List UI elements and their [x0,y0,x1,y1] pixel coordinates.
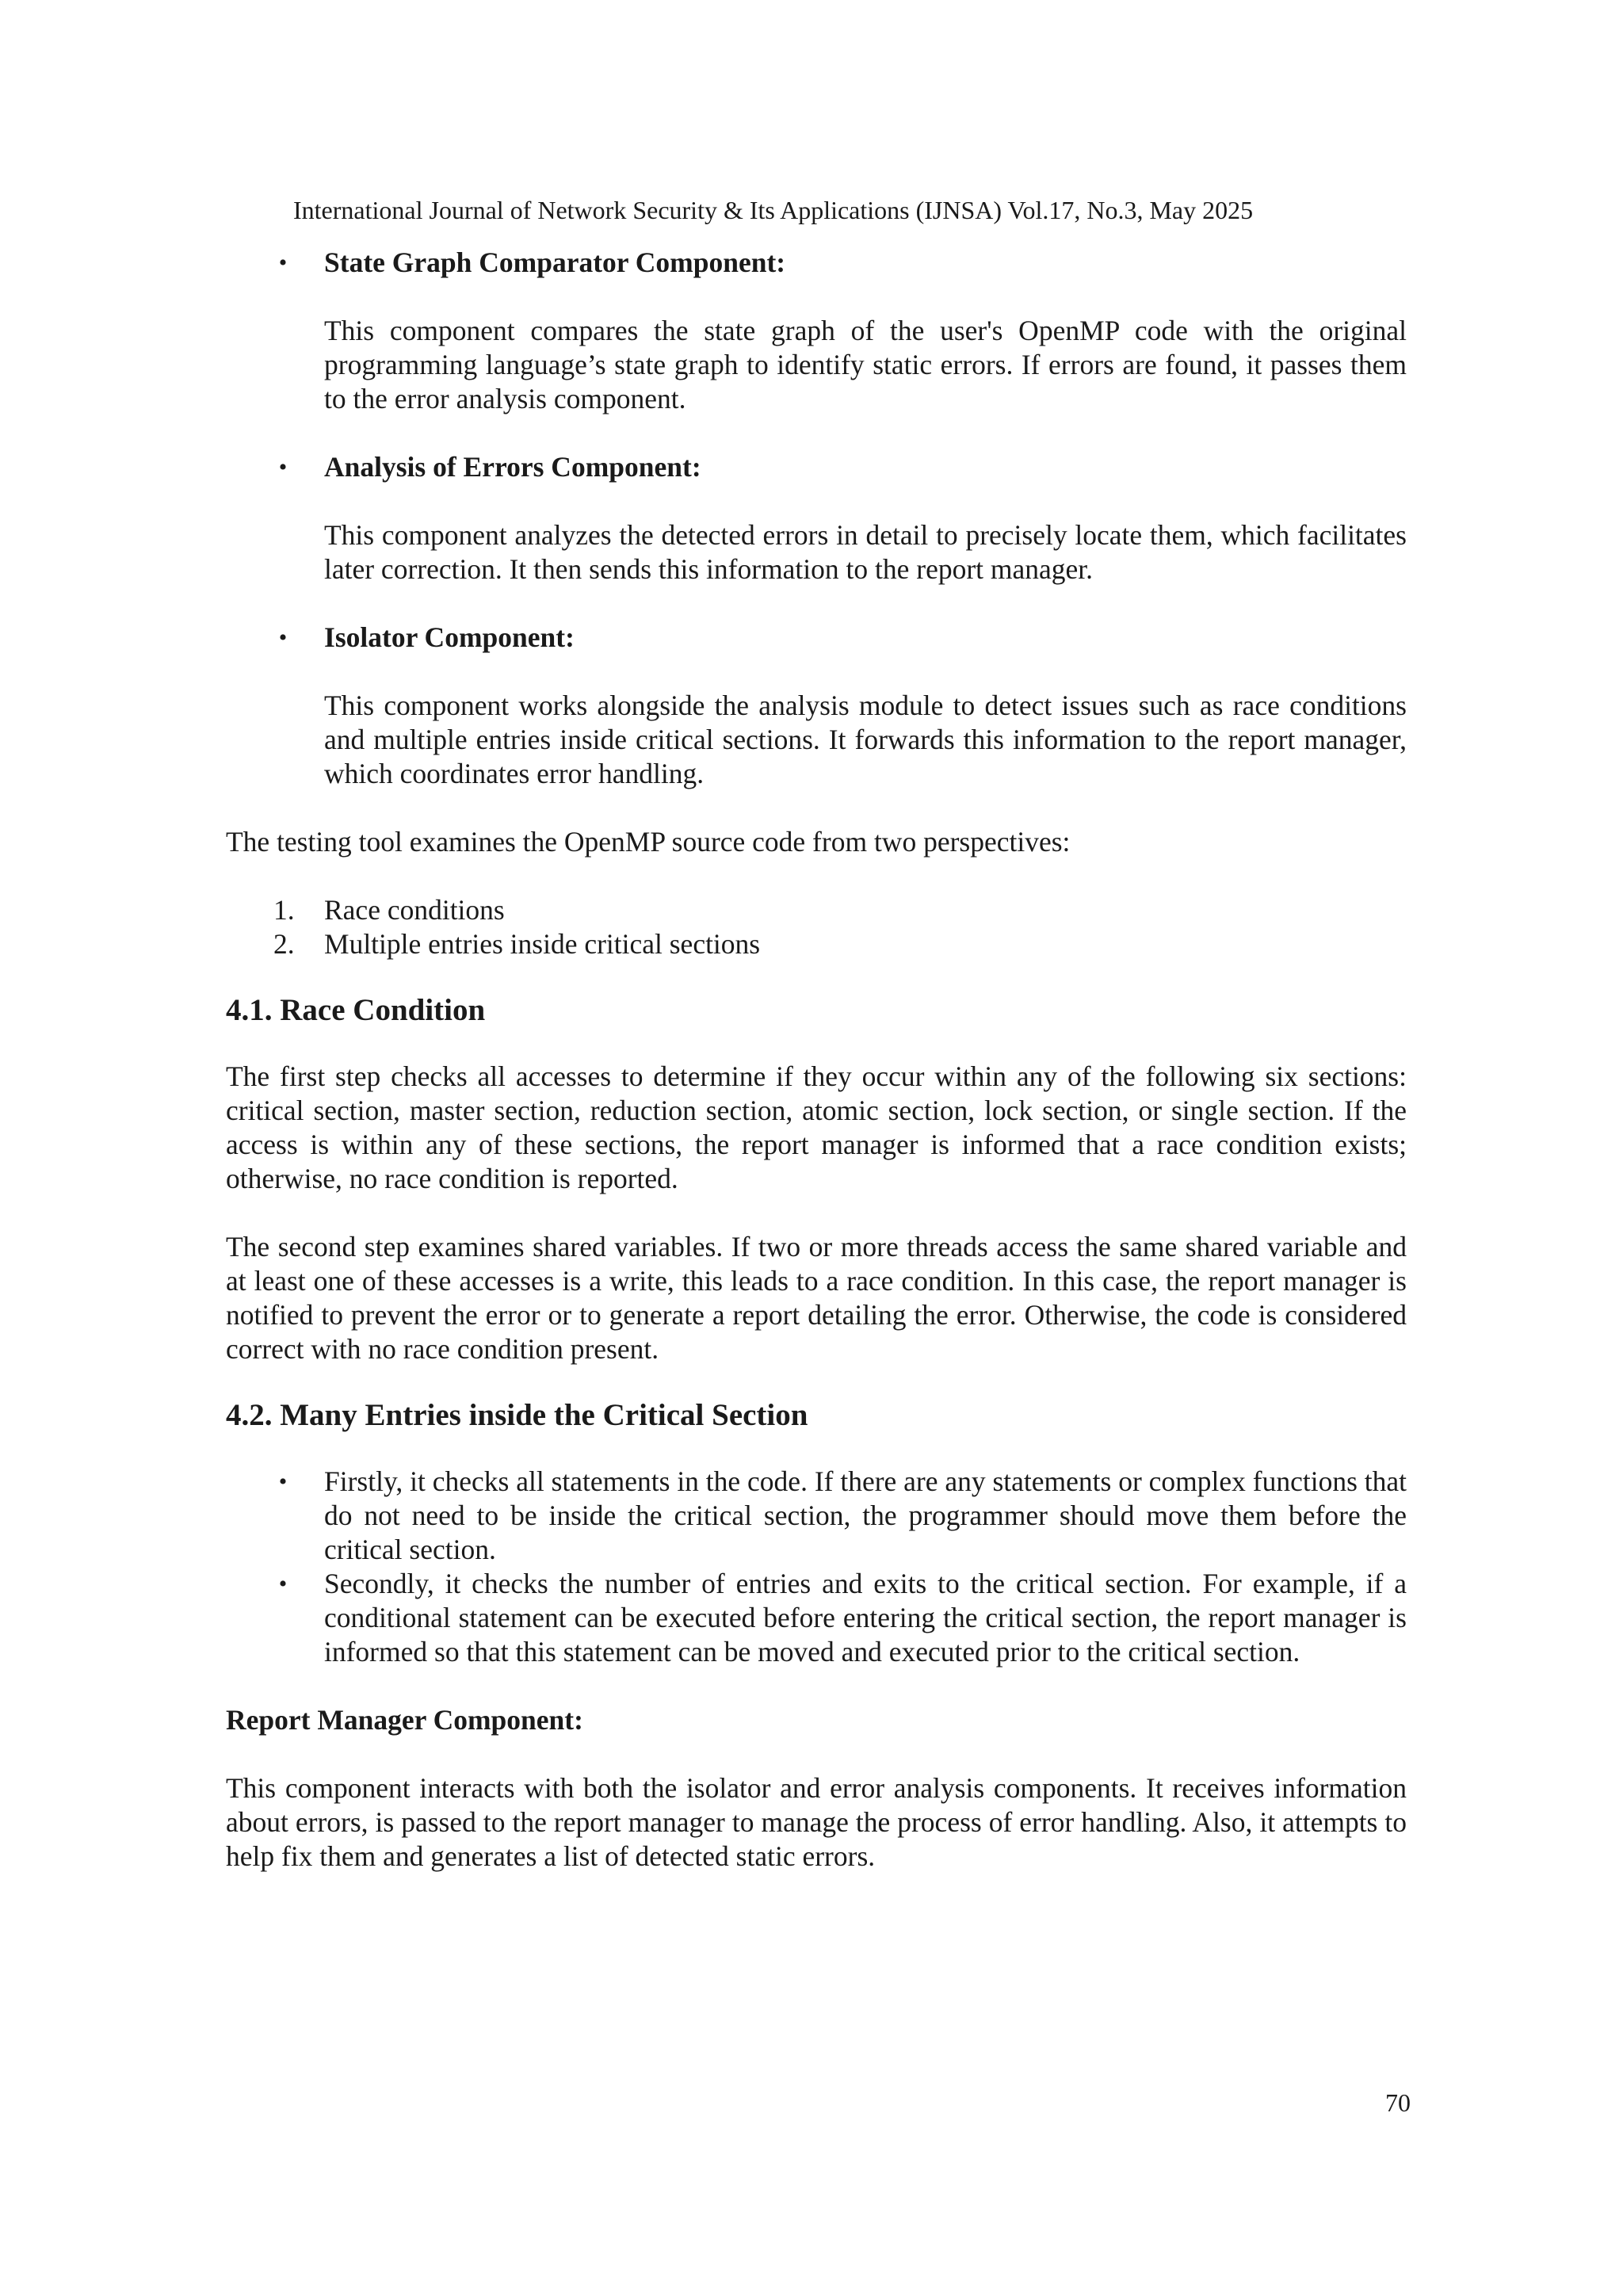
paragraph: The first step checks all accesses to determine if they occur within any of the following six sections: critical section, master section, reduction section, atomic section, lock section, or single section. If the access is within any of these sections, the report manager is informed that a race condition exists; otherwise, no race condition is reported. [226,1060,1407,1194]
component-title: State Graph Comparator Component: [324,246,786,278]
paragraph: This component interacts with both the isolator and error analysis components. It receives information about errors, is passed to the report manager to manage the process of error handling. Also, it attempts to help fix them and generates a list of detected static errors. [226,1772,1407,1872]
page-number: 70 [1385,2088,1411,2117]
paragraph: The second step examines shared variables. If two or more threads access the same shared variable and at least one of these accesses is a write, this leads to a race condition. In this case, the report manager is notified to prevent the error or to generate a report detailing the error. Otherwise, the code is considered correct with no race condition present. [226,1231,1407,1365]
list-item-lead: Firstly, [324,1465,403,1497]
list-item-text [324,1465,1407,1567]
component-body: This component compares the state graph of the user's OpenMP code with the original programming language’s state graph to identify static errors. If errors are found, it passes them to the error analysis component. [324,315,1407,415]
bullet-icon: • [278,1571,288,1597]
bullet-icon: • [278,1469,288,1495]
list-item [273,893,1407,927]
section-heading-4-2: 4.2. Many Entries inside the Critical Section [226,1398,808,1432]
list-item-text: Race conditions [324,894,505,926]
list-number: 2. [273,928,295,960]
perspectives-list [226,893,1407,961]
component-item-state-graph-comparator [226,246,1407,416]
list-item [226,1465,1407,1567]
list-item [226,1567,1407,1669]
report-manager-heading: Report Manager Component: [226,1704,583,1736]
intro-paragraph: The testing tool examines the OpenMP source code from two perspectives: [226,826,1071,858]
component-title: Analysis of Errors Component: [324,451,701,483]
running-header: International Journal of Network Security & Its Applications (IJNSA) Vol.17, No.3, May 2025 [293,196,1254,224]
list-item-text: Multiple entries inside critical sections [324,928,761,960]
section-heading-4-1: 4.1. Race Condition [226,993,486,1027]
component-item-analysis-of-errors [226,450,1407,586]
component-item-isolator [226,621,1407,791]
bullet-icon: • [278,250,288,276]
list-number: 1. [273,894,295,926]
bullet-icon: • [278,454,288,480]
bullet-icon: • [278,625,288,651]
component-title: Isolator Component: [324,621,575,653]
list-item [273,927,1407,961]
component-body: This component analyzes the detected errors in detail to precisely locate them, which facilitates later correction. It then sends this information to the report manager. [324,519,1407,585]
component-body: This component works alongside the analysis module to detect issues such as race conditions and multiple entries inside critical sections. It forwards this information to the report manager, which coordinates error handling. [324,690,1407,789]
list-item-rest: it checks the number of entries and exits to the critical section. For example, if a conditional statement can be executed before entering the critical section, the report manager is informed so that this statement can be moved and executed prior to the critical section. [324,1568,1407,1668]
list-item-lead: Secondly, [324,1568,434,1599]
list-item-rest: it checks all statements in the code. If there are any statements or complex functions that do not need to be inside the critical section, the programmer should move them before the critical section. [324,1465,1407,1565]
list-item-text [324,1567,1407,1669]
page-content [226,246,1407,1874]
